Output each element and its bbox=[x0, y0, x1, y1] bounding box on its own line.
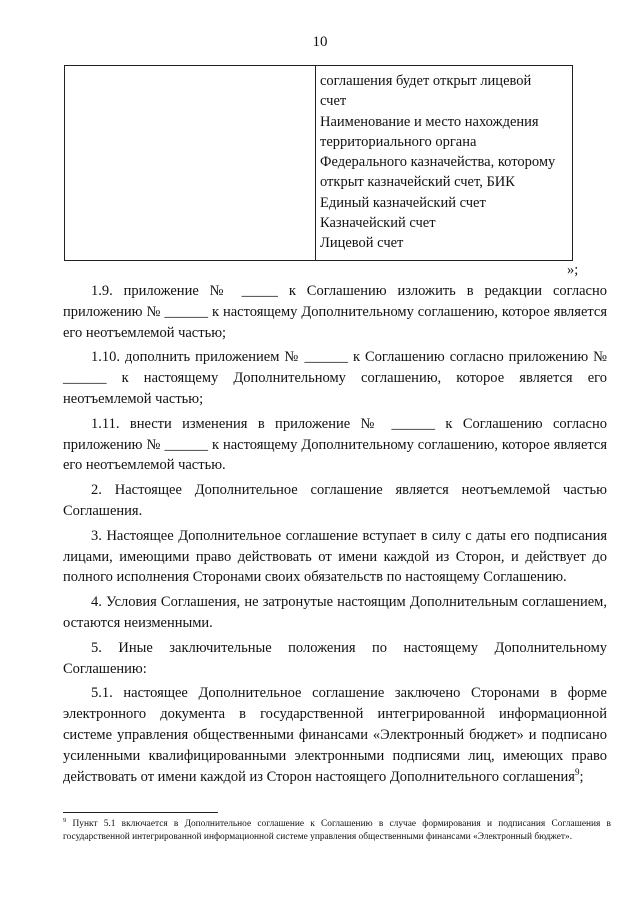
paragraph-5-1-end: ; bbox=[579, 768, 584, 785]
paragraph-5-1-text: 5.1. настоящее Дополнительное соглашение заключено Сторонами в форме электронного документа в государственной интегрированной информационной системе управления общественными финансами «Электронный бюджет» и подписано усиленными квалифицированными электронными подписями лиц, имеющих право действовать от имени каждой из Сторон настоящего Дополнительного соглашения bbox=[63, 685, 607, 785]
page-number: 10 bbox=[312, 34, 328, 50]
body-text bbox=[63, 281, 607, 791]
table-line: Лицевой счет bbox=[320, 235, 404, 252]
closing-quote: »; bbox=[567, 262, 579, 278]
table-cell-right bbox=[316, 66, 572, 260]
table-line: счет bbox=[320, 93, 347, 110]
table-line: Федерального казначейства, которому bbox=[320, 154, 556, 171]
table-line: открыт казначейский счет, БИК bbox=[320, 174, 515, 191]
table-line: Казначейский счет bbox=[320, 215, 436, 232]
paragraph-1-11: 1.11. внести изменения в приложение № ______ к Соглашению согласно приложению № ______ к настоящему Дополнительному соглашению, которое является его неотъемлемой частью. bbox=[63, 415, 607, 474]
footnote-reference: 9 bbox=[574, 766, 580, 777]
paragraph-4: 4. Условия Соглашения, не затронутые настоящим Дополнительным соглашением, остаются неизменными. bbox=[63, 594, 607, 631]
details-table bbox=[64, 65, 573, 261]
table-line: соглашения будет открыт лицевой bbox=[320, 73, 532, 89]
table-line: Наименование и место нахождения bbox=[320, 113, 539, 130]
footnote-divider bbox=[63, 812, 218, 813]
paragraph-1-10: 1.10. дополнить приложением № ______ к Соглашению согласно приложению № ______ к настоящему Дополнительному соглашению, которое является его неотъемлемой частью; bbox=[63, 349, 607, 407]
paragraph-5-1 bbox=[63, 683, 607, 787]
footnote-marker: 9 bbox=[63, 816, 67, 824]
paragraph-5: 5. Иные заключительные положения по настоящему Дополнительному Соглашению: bbox=[63, 639, 607, 677]
footnote-text: Пункт 5.1 включается в Дополнительное соглашение к Соглашению в случае формирования и подписания Соглашения в государственной интегрированной информационной системе управления общественными финансами «Электронный бюджет». bbox=[63, 819, 611, 842]
paragraph-1-9: 1.9. приложение № _____ к Соглашению изложить в редакции согласно приложению № ______ к настоящему Дополнительному соглашению, которое является его неотъемлемой частью; bbox=[63, 283, 607, 341]
paragraph-3: 3. Настоящее Дополнительное соглашение вступает в силу с даты его подписания лицами, имеющими право действовать от имени каждой из Сторон, и действует до полного исполнения Сторонами своих обязательств по настоящему Соглашению. bbox=[63, 527, 607, 586]
table-line: территориального органа bbox=[320, 133, 477, 150]
table-line: Единый казначейский счет bbox=[320, 194, 486, 211]
footnote bbox=[63, 818, 611, 844]
paragraph-2: 2. Настоящее Дополнительное соглашение является неотъемлемой частью Соглашения. bbox=[63, 482, 607, 519]
table-cell-left bbox=[65, 66, 316, 260]
